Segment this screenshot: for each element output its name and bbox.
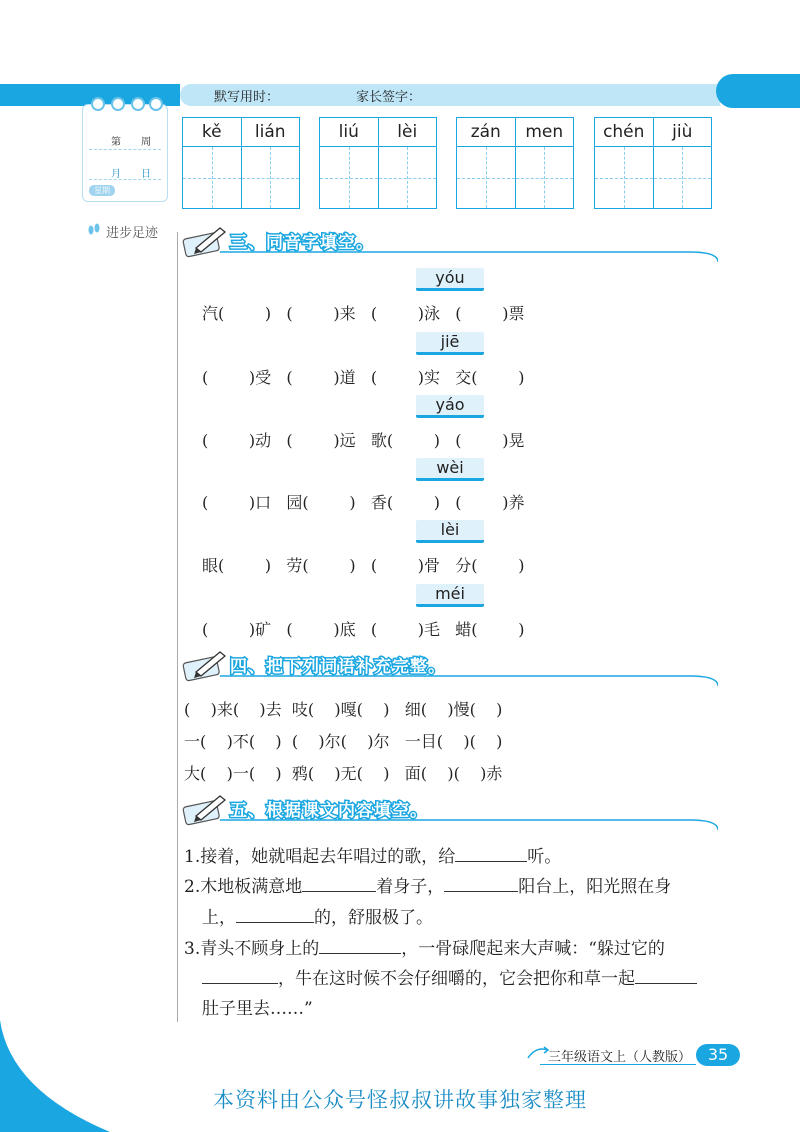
margin-divider: [177, 232, 178, 1022]
answer-blank[interactable]: [202, 982, 278, 984]
pinyin-label: jiē: [416, 332, 484, 355]
homophone-row: ( )口 园( ) 香( ) ( )养: [202, 493, 525, 512]
grid-pinyin: lián: [242, 118, 300, 147]
arrow-icon: [526, 1044, 550, 1062]
pinyin-label: yáo: [416, 395, 484, 418]
question-2: [184, 872, 671, 897]
month-label: 月: [111, 169, 121, 180]
footer-line: [540, 1064, 696, 1065]
answer-blank[interactable]: [302, 890, 376, 892]
grid-pinyin: men: [516, 118, 574, 147]
question-3-end: 肚子里去……”: [202, 999, 313, 1019]
watermark-text: 本资料由公众号怪叔叔讲故事独家整理: [213, 1088, 587, 1112]
q2-text-b: 着身子，: [376, 877, 445, 897]
homophone-row: ( )动 ( )远 歌( ) ( )晃: [202, 431, 525, 450]
writing-cell[interactable]: [595, 147, 653, 208]
footprint-icon: [86, 222, 102, 238]
question-3-cont: [202, 964, 697, 989]
answer-blank[interactable]: [635, 982, 697, 984]
pinyin-grid-group: [456, 117, 574, 209]
writing-cell[interactable]: [379, 147, 437, 208]
writing-cell[interactable]: [320, 147, 378, 208]
q3-text-b: ，一骨碌爬起来大声喊：“躲过它的: [401, 939, 665, 959]
pinyin-grid-group: [319, 117, 437, 209]
grid-column: [515, 118, 574, 208]
section-5-title: 五、根据课文内容填空。: [230, 801, 428, 821]
pinyin-label: yóu: [416, 268, 484, 291]
q1-text-a: 1.接着，她就唱起去年唱过的歌，给: [184, 847, 456, 867]
grid-column: [653, 118, 712, 208]
day-label: 日: [141, 169, 151, 180]
pinyin-label: wèi: [416, 458, 484, 481]
grid-column: [378, 118, 437, 208]
homophone-row: ( )受 ( )道 ( )实 交( ): [202, 368, 525, 387]
pencil-icon: [180, 222, 230, 258]
weekday-tag: 星期: [89, 185, 115, 196]
pinyin-label: lèi: [416, 520, 484, 543]
idiom-row: ( )来( )去 吱( )嘎( ) 细( )慢( ): [184, 700, 503, 719]
idiom-row: 大( )一( ) 鸦( )无( ) 面( )( )赤: [184, 764, 503, 783]
corner-decoration: [0, 1020, 110, 1132]
grid-column: [241, 118, 300, 208]
homophone-row: 眼( ) 劳( ) ( )骨 分( ): [202, 556, 525, 575]
dictation-time-label: 默写用时：: [214, 90, 280, 105]
writing-cell[interactable]: [654, 147, 712, 208]
writing-cell[interactable]: [183, 147, 241, 208]
binder-ring: [149, 97, 163, 111]
pinyin-grid-group: [182, 117, 300, 209]
grid-column: [457, 118, 515, 208]
answer-blank[interactable]: [455, 860, 527, 862]
q1-text-b: 听。: [527, 847, 562, 867]
progress-label: 进步足迹: [106, 226, 159, 241]
date-card: [82, 104, 168, 202]
q2-text-a: 2.木地板满意地: [184, 877, 303, 897]
answer-blank[interactable]: [236, 921, 314, 923]
q3-text-c: ，牛在这时候不会仔细嚼的，它会把你和草一起: [278, 969, 635, 989]
grid-pinyin: lèi: [379, 118, 437, 147]
homophone-row: ( )矿 ( )底 ( )毛 蜡( ): [202, 620, 525, 639]
grid-pinyin: chén: [595, 118, 653, 147]
section-5-header: [180, 790, 718, 830]
grid-pinyin: kě: [183, 118, 241, 147]
section-4-title: 四、把下列词语补充完整。: [230, 657, 446, 677]
answer-blank[interactable]: [444, 890, 518, 892]
section-4-header: [180, 646, 718, 686]
grid-pinyin: jiù: [654, 118, 712, 147]
divider: [89, 179, 161, 180]
parent-signature-label: 家长签字：: [356, 90, 422, 105]
q2-text-c: 阳台上，阳光照在身: [518, 877, 672, 897]
grid-column: [595, 118, 653, 208]
grid-pinyin: liú: [320, 118, 378, 147]
pinyin-grid-group: [594, 117, 712, 209]
writing-cell[interactable]: [242, 147, 300, 208]
pencil-icon: [180, 646, 230, 682]
q3-text-a: 3.青头不顾身上的: [184, 939, 320, 959]
answer-blank[interactable]: [319, 952, 401, 954]
question-3: [184, 934, 665, 959]
pencil-icon: [180, 790, 230, 826]
grid-pinyin: zán: [457, 118, 515, 147]
week-unit: 周: [141, 137, 151, 148]
grid-column: [183, 118, 241, 208]
idiom-row: 一( )不( ) ( )尔( )尔 一目( )( ): [184, 732, 503, 751]
binder-ring: [131, 97, 145, 111]
writing-cell[interactable]: [516, 147, 574, 208]
grid-column: [320, 118, 378, 208]
homophone-row: 汽( ) ( )来 ( )泳 ( )票: [202, 304, 525, 323]
section-3-header: [180, 222, 718, 262]
q2-text-e: 的，舒服极了。: [314, 908, 433, 928]
section-3-title: 三、同音字填空。: [230, 233, 374, 253]
question-1: [184, 842, 561, 867]
divider: [89, 149, 161, 150]
header-band-right: [716, 74, 800, 108]
book-label: 三年级语文上（人教版）: [548, 1050, 692, 1065]
writing-cell[interactable]: [457, 147, 515, 208]
q2-text-d: 上，: [202, 908, 236, 928]
binder-ring: [91, 97, 105, 111]
pinyin-label: méi: [416, 584, 484, 607]
question-2-cont: [202, 903, 433, 928]
binder-ring: [111, 97, 125, 111]
week-label: 第: [111, 137, 121, 148]
page-number: 35: [696, 1044, 740, 1066]
